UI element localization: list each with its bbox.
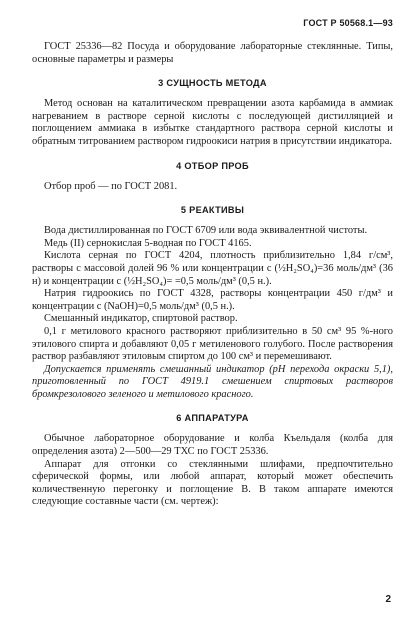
normative-reference: ГОСТ 25336—82 Посуда и оборудование лабораторные стеклянные. Типы, основные параметры и размеры — [32, 41, 393, 65]
document-body — [32, 41, 393, 509]
section-5-heading: 5 РЕАКТИВЫ — [180, 205, 245, 216]
apparatus-distillation: Аппарат для отгонки со стеклянными шлифами, предпочтительно сферической формы, или любой аппарат, который может обеспечить количественную перегонку и поглощение В. В таком аппарате имеются следующие составные части (см. чертеж): — [32, 458, 393, 508]
section-3-text: Метод основан на каталитическом превращении азота карбамида в аммиак нагреванием в растворе серной кислоты с последующей дистилляцией и поглощением аммиака в избытке стандартного раствора серной кислоты и обратным титрованием раствором гидроокиси натрия в присутствии индикатора. — [32, 98, 393, 147]
indicator-preparation: 0,1 г метилового красного растворяют приблизительно в 50 см³ 95 %-ного этилового спирта и добавляют 0,05 г метиленового голубого. После растворения раствор разбавляют этиловым спиртом до 100 см³ и перемешивают. — [32, 325, 393, 363]
section-6-heading: 6 АППАРАТУРА — [176, 413, 249, 424]
reagent-sodium-hydroxide: Натрия гидроокись по ГОСТ 4328, растворы концентрации 450 г/дм³ и концентрации с (NaOH)=0,5 моль/дм³ (0,5 н.). — [32, 288, 393, 312]
section-4-heading: 4 ОТБОР ПРОБ — [176, 160, 249, 171]
reagent-water: Вода дистиллированная по ГОСТ 6709 или вода эквивалентной чистоты. — [44, 225, 368, 237]
section-3-heading: 3 СУЩНОСТЬ МЕТОДА — [158, 78, 267, 89]
reagent-copper-sulfate: Медь (II) сернокислая 5-водная по ГОСТ 4165. — [44, 237, 252, 249]
indicator-alternative: Допускается применять смешанный индикатор (рН перехода окраски 5,1), приготовленный по ГОСТ 4919.1 смешением спиртовых растворов бромкрезолового зеленого и метилового красного. — [32, 363, 393, 400]
running-title: ГОСТ Р 50568.1—93 — [303, 18, 393, 28]
reagent-sulfuric-acid: Кислота серная по ГОСТ 4204, плотность приблизительно 1,84 г/см³, растворы с массовой долей 96 % или концентрации с (½H₂SO₄)=36 моль/дм³ (36 н) и концентрации с (½H₂SO₄)= =0,5 моль/дм³ (0,5 н.). — [32, 250, 393, 287]
page-number: 2 — [385, 594, 391, 605]
apparatus-equipment: Обычное лабораторное оборудование и колба Къельдаля (колба для определения азота) 2—500—29 ТХС по ГОСТ 25336. — [32, 433, 393, 458]
section-4-text: Отбор проб — по ГОСТ 2081. — [44, 180, 178, 192]
reagent-mixed-indicator: Смешанный индикатор, спиртовой раствор. — [44, 313, 238, 325]
